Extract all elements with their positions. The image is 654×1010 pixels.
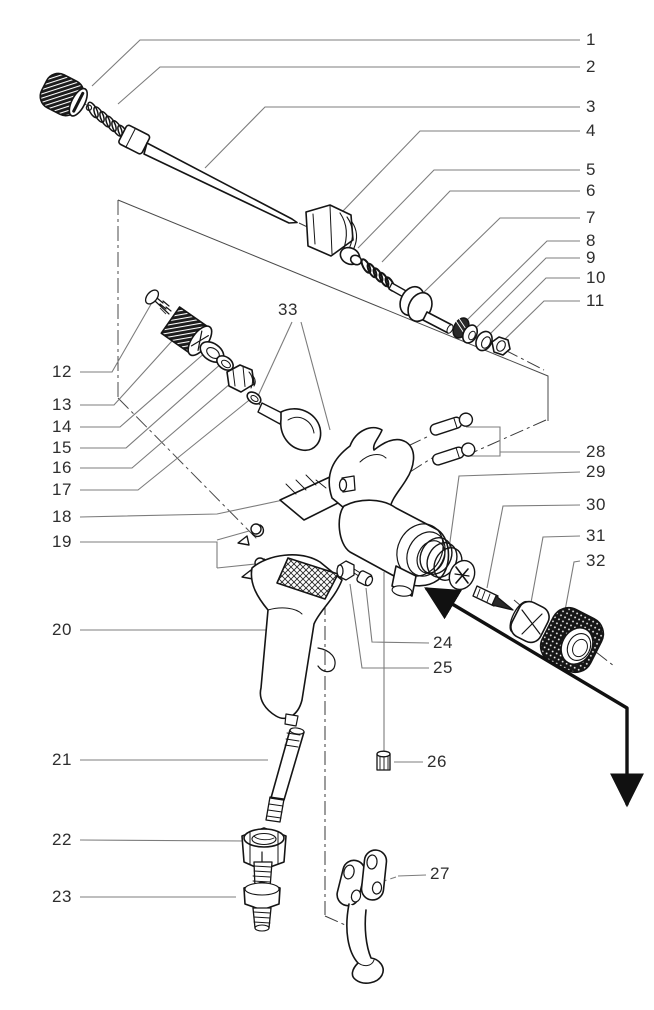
callout-17: 17: [52, 480, 72, 499]
part-21-suction-tube: [266, 727, 304, 822]
part-27-trigger: [335, 849, 388, 983]
part-26-set-screw: [377, 751, 390, 770]
callout-25: 25: [433, 658, 453, 677]
part-1-adjusting-cap: [36, 69, 100, 126]
part-20-handle: [251, 555, 342, 726]
callout-21: 21: [52, 750, 72, 769]
callout-3: 3: [586, 97, 596, 116]
callout-20: 20: [52, 620, 72, 639]
callout-24: 24: [433, 633, 453, 652]
callout-8: 8: [586, 231, 596, 250]
callout-12: 12: [52, 362, 72, 381]
callout-29: 29: [586, 462, 606, 481]
callout-4: 4: [586, 121, 596, 140]
callout-28: 28: [586, 442, 606, 461]
callout-1: 1: [586, 30, 596, 49]
callout-15: 15: [52, 438, 72, 457]
callout-26: 26: [427, 752, 447, 771]
part-diffuser-elbow: [258, 403, 321, 450]
part-16-fitting: [227, 365, 255, 392]
callout-31: 31: [586, 526, 606, 545]
callout-7: 7: [586, 208, 596, 227]
callout-10: 10: [586, 268, 606, 287]
leader-lines: [80, 40, 580, 897]
part-18-pivot-stud: [340, 476, 356, 492]
callout-19: 19: [52, 532, 72, 551]
callout-16: 16: [52, 458, 72, 477]
part-11-nut: [492, 337, 510, 355]
callout-33: 33: [278, 300, 298, 319]
callout-13: 13: [52, 395, 72, 414]
callout-2: 2: [586, 57, 596, 76]
part-7-valve-stem: [389, 283, 454, 335]
callout-6: 6: [586, 181, 596, 200]
callout-18: 18: [52, 507, 72, 526]
callout-30: 30: [586, 495, 606, 514]
callout-5: 5: [586, 160, 596, 179]
callout-27: 27: [430, 864, 450, 883]
callout-11: 11: [586, 291, 605, 310]
part-28-pins: [429, 411, 477, 467]
part-3-needle: [118, 124, 297, 223]
callout-14: 14: [52, 417, 72, 436]
callout-23: 23: [52, 887, 72, 906]
callout-32: 32: [586, 551, 606, 570]
part-30-tip-seal: [473, 586, 513, 610]
callout-9: 9: [586, 248, 596, 267]
callout-22: 22: [52, 830, 72, 849]
